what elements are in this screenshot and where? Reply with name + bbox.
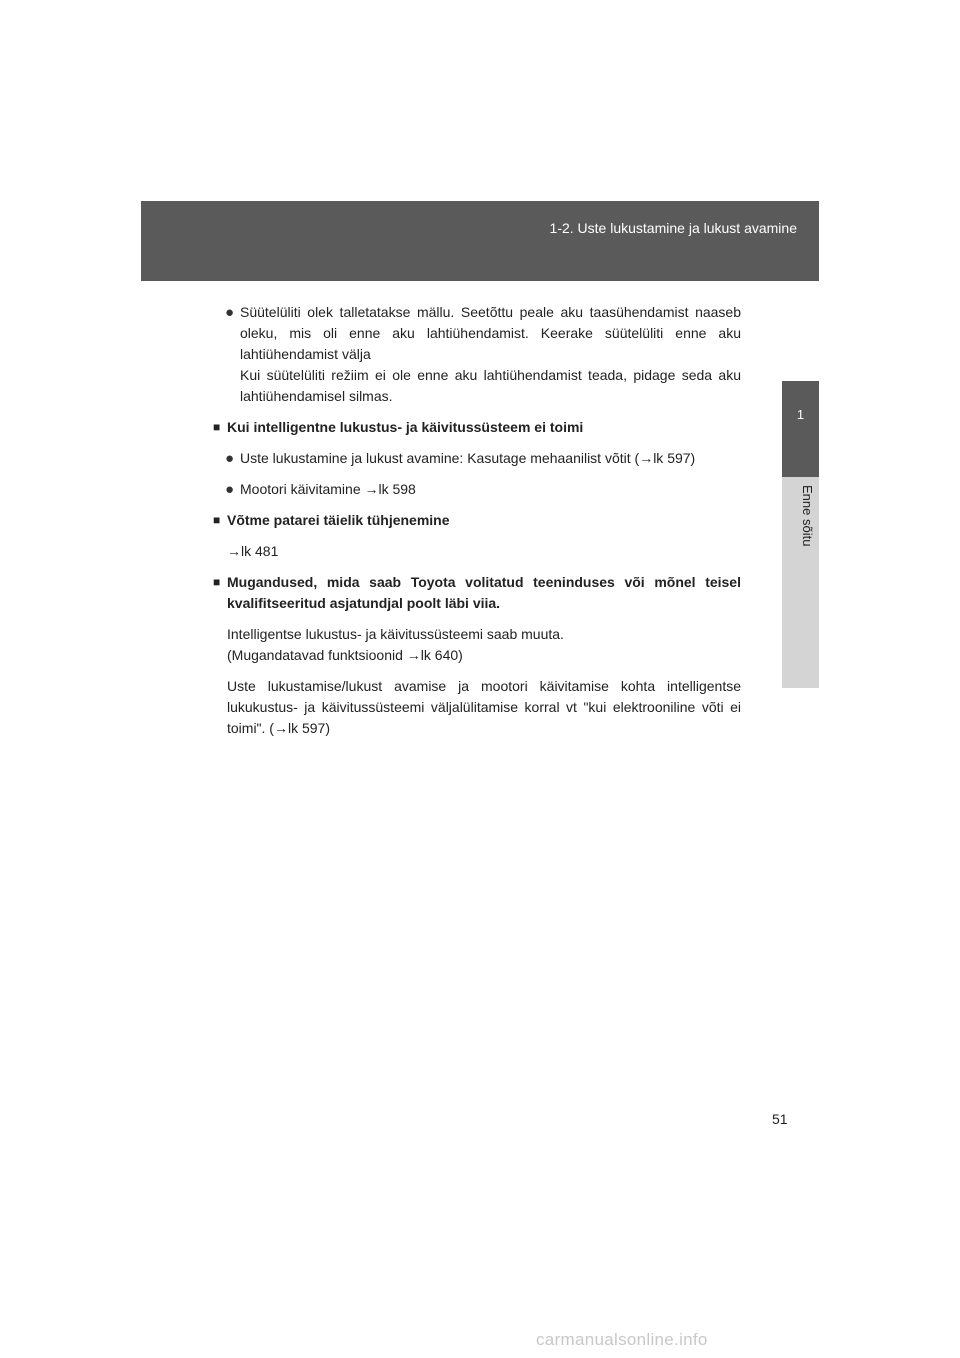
- chapter-label: Enne sõitu: [800, 485, 815, 547]
- bullet-item: [213, 448, 741, 469]
- header-bar: [141, 201, 819, 281]
- bullet-text: Süütelüliti olek talletatakse mällu. Seetõttu peale aku taasühendamist naaseb oleku, mis oli enne aku lahtiühendamist. Keerake süütelüliti enne aku lahtiühendamist välja: [240, 304, 741, 362]
- square-icon: ■: [213, 513, 221, 527]
- heading-text: Kui intelligentne lukustus- ja käivitussüsteem ei toimi: [227, 419, 584, 435]
- paragraph-line: (Mugandatavad funktsioonid →lk 640): [227, 647, 463, 663]
- bullet-item: [213, 302, 741, 407]
- bullet-text: Mootori käivitamine →lk 598: [240, 481, 416, 497]
- page-reference: →lk 481: [227, 543, 279, 559]
- paragraph: [213, 624, 741, 666]
- heading-text: Võtme patarei täielik tühjenemine: [227, 512, 450, 528]
- heading-text: Mugandused, mida saab Toyota volitatud teeninduses või mõnel teisel kvalifitseeritud asjatundjal poolt läbi viia.: [227, 574, 741, 611]
- bullet-icon: ●: [225, 304, 235, 321]
- watermark-logo: carmanualsonline.info: [536, 1330, 708, 1349]
- bullet-icon: ●: [225, 481, 235, 498]
- page-content: [213, 302, 741, 749]
- page-number: 51: [772, 1111, 788, 1127]
- square-icon: ■: [213, 575, 221, 589]
- bullet-icon: ●: [225, 450, 235, 467]
- bullet-text: Uste lukustamine ja lukust avamine: Kasutage mehaanilist võtit (→lk 597): [240, 450, 696, 466]
- chapter-number: 1: [796, 407, 805, 422]
- paragraph: Uste lukustamise/lukust avamise ja mootori käivitamise kohta intelligentse lukukustus- ja käivitussüsteemi väljalülitamise korral vt "kui elektrooniline võti ei toimi". (→lk 597): [227, 678, 741, 736]
- bullet-item: [213, 479, 741, 500]
- bullet-text: Kui süütelüliti režiim ei ole enne aku lahtiühendamist teada, pidage seda aku lahtiühendamisel silmas.: [240, 367, 741, 404]
- chapter-tab: [782, 381, 819, 477]
- section-heading: [213, 417, 741, 438]
- section-title: 1-2. Uste lukustamine ja lukust avamine: [549, 220, 797, 236]
- section-heading: [213, 572, 741, 614]
- section-heading: [213, 510, 741, 531]
- square-icon: ■: [213, 420, 221, 434]
- paragraph-line: Intelligentse lukustus- ja käivitussüsteemi saab muuta.: [227, 626, 564, 642]
- chapter-label-tab: [782, 477, 819, 688]
